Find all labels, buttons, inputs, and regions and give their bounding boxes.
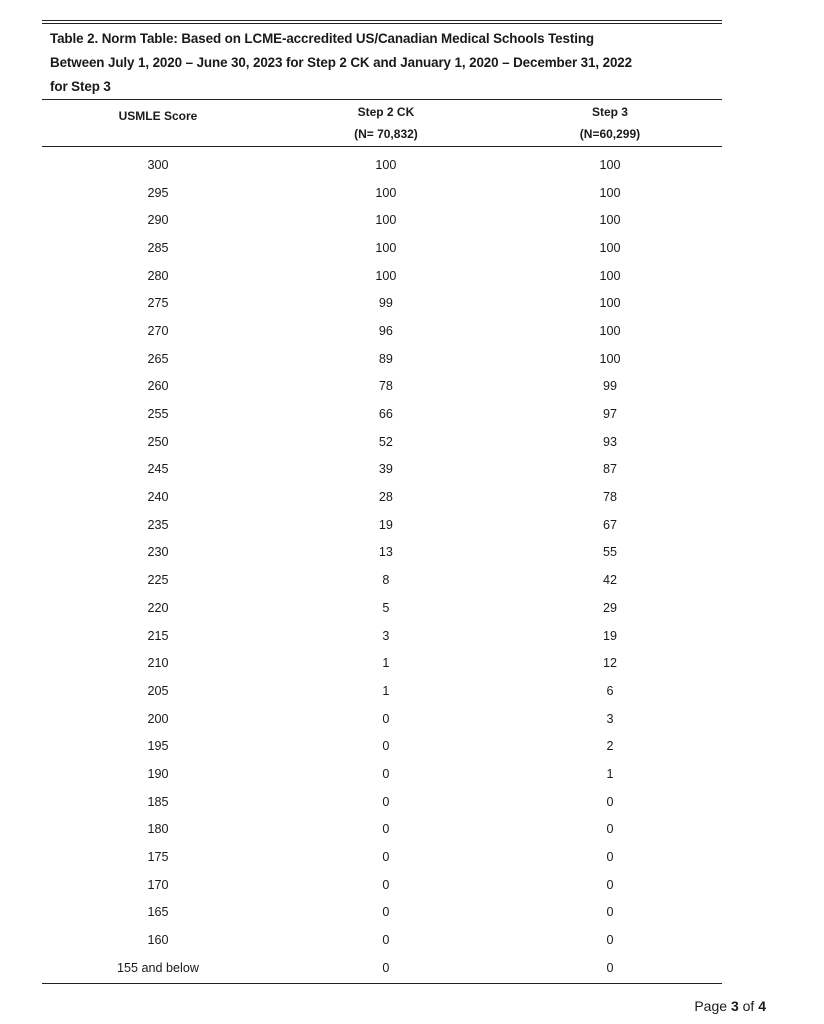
table-row [42,345,722,373]
caption-line-1: Table 2. Norm Table: Based on LCME-accredited US/Canadian Medical Schools Testing [50,31,595,46]
cell-step3-percentile: 100 [599,296,621,311]
cell-usmle-score: 245 [147,462,169,477]
cell-step3-percentile: 19 [602,628,617,643]
cell-usmle-score: 265 [147,351,169,366]
cell-usmle-score: 285 [147,240,169,255]
page-number [694,998,766,1014]
table-row [42,262,722,290]
cell-step2ck-percentile: 0 [382,739,390,754]
cell-step2ck-percentile: 96 [378,323,393,338]
table-row [42,317,722,345]
table-row [42,206,722,234]
cell-step3-percentile: 0 [606,933,614,948]
table-row [42,677,722,705]
cell-step3-percentile: 0 [606,822,614,837]
cell-step3-percentile: 67 [602,517,617,532]
cell-step2ck-percentile: 19 [378,517,393,532]
cell-usmle-score: 300 [147,157,169,172]
cell-usmle-score: 250 [147,434,169,449]
cell-step2ck-percentile: 100 [375,185,397,200]
table-row [42,289,722,317]
caption-line-3: for Step 3 [50,79,111,94]
cell-step2ck-percentile: 89 [378,351,393,366]
header-step3 [498,100,722,146]
table-row [42,788,722,816]
cell-usmle-score: 155 and below [116,960,199,975]
cell-step2ck-percentile: 13 [378,545,393,560]
cell-step2ck-percentile: 66 [378,407,393,422]
table-row [42,511,722,539]
table-row [42,926,722,954]
cell-usmle-score: 205 [147,683,169,698]
cell-step2ck-percentile: 52 [378,434,393,449]
cell-usmle-score: 185 [147,794,169,809]
table-row [42,843,722,871]
cell-step3-percentile: 100 [599,323,621,338]
total-pages: 4 [758,998,766,1014]
cell-step2ck-percentile: 78 [378,379,393,394]
cell-usmle-score: 160 [147,933,169,948]
cell-usmle-score: 295 [147,185,169,200]
cell-usmle-score: 220 [147,600,169,615]
cell-usmle-score: 290 [147,213,169,228]
table-row [42,760,722,788]
cell-step3-percentile: 100 [599,185,621,200]
table-row [42,373,722,401]
cell-step2ck-percentile: 1 [382,683,390,698]
cell-step2ck-percentile: 100 [375,240,397,255]
table-row [42,483,722,511]
cell-usmle-score: 280 [147,268,169,283]
table-caption [42,24,722,99]
cell-usmle-score: 175 [147,850,169,865]
header-n-count: (N=60,299) [579,127,641,141]
table-body [42,147,722,982]
cell-step2ck-percentile: 0 [382,960,390,975]
cell-step3-percentile: 0 [606,960,614,975]
cell-step3-percentile: 100 [599,157,621,172]
table-row [42,151,722,179]
cell-step3-percentile: 97 [602,407,617,422]
cell-step2ck-percentile: 0 [382,933,390,948]
cell-step2ck-percentile: 39 [378,462,393,477]
page-word: Page [694,998,728,1014]
norm-table [42,20,722,984]
cell-usmle-score: 230 [147,545,169,560]
cell-step3-percentile: 6 [606,683,614,698]
current-page: 3 [730,998,739,1014]
cell-step2ck-percentile: 0 [382,794,390,809]
cell-step3-percentile: 12 [602,656,617,671]
cell-usmle-score: 215 [147,628,169,643]
table-row [42,428,722,456]
cell-step3-percentile: 100 [599,240,621,255]
cell-step2ck-percentile: 5 [382,600,390,615]
cell-usmle-score: 200 [147,711,169,726]
table-row [42,816,722,844]
cell-step2ck-percentile: 100 [375,268,397,283]
table-bottom-rule [42,983,722,984]
cell-usmle-score: 190 [147,766,169,781]
cell-step3-percentile: 78 [602,490,617,505]
cell-usmle-score: 170 [147,877,169,892]
of-word: of [742,998,755,1014]
cell-usmle-score: 240 [147,490,169,505]
header-label: USMLE Score [118,109,198,123]
table-row [42,649,722,677]
cell-step2ck-percentile: 100 [375,213,397,228]
table-row [42,954,722,982]
cell-step3-percentile: 100 [599,268,621,283]
cell-usmle-score: 210 [147,656,169,671]
cell-step3-percentile: 100 [599,351,621,366]
cell-step2ck-percentile: 0 [382,877,390,892]
cell-usmle-score: 235 [147,517,169,532]
cell-step2ck-percentile: 0 [382,822,390,837]
cell-step3-percentile: 2 [606,739,614,754]
cell-usmle-score: 255 [147,407,169,422]
cell-usmle-score: 195 [147,739,169,754]
cell-step3-percentile: 100 [599,213,621,228]
cell-step3-percentile: 99 [602,379,617,394]
table-row [42,539,722,567]
table-row [42,594,722,622]
cell-step2ck-percentile: 0 [382,766,390,781]
cell-step2ck-percentile: 1 [382,656,390,671]
table-row [42,732,722,760]
cell-step3-percentile: 93 [602,434,617,449]
header-n-count: (N= 70,832) [354,127,418,141]
cell-usmle-score: 275 [147,296,169,311]
cell-usmle-score: 165 [147,905,169,920]
cell-step3-percentile: 42 [602,573,617,588]
cell-step3-percentile: 3 [606,711,614,726]
header-label: Step 2 CK [357,105,415,119]
table-row [42,179,722,207]
table-row [42,400,722,428]
cell-step3-percentile: 0 [606,850,614,865]
cell-step2ck-percentile: 0 [382,711,390,726]
cell-step2ck-percentile: 3 [382,628,390,643]
header-step2ck [274,100,498,146]
cell-usmle-score: 225 [147,573,169,588]
cell-step2ck-percentile: 100 [375,157,397,172]
table-row [42,234,722,262]
cell-step3-percentile: 0 [606,794,614,809]
cell-step3-percentile: 87 [602,462,617,477]
caption-line-2: Between July 1, 2020 – June 30, 2023 for Step 2 CK and January 1, 2020 – December 31, 2022 [50,55,632,70]
cell-usmle-score: 260 [147,379,169,394]
table-header-row [42,100,722,147]
table-row [42,705,722,733]
cell-step3-percentile: 1 [606,766,614,781]
cell-step2ck-percentile: 0 [382,905,390,920]
table-row [42,622,722,650]
cell-usmle-score: 180 [147,822,169,837]
cell-step3-percentile: 0 [606,877,614,892]
table-row [42,871,722,899]
table-row [42,456,722,484]
cell-usmle-score: 270 [147,323,169,338]
cell-step3-percentile: 29 [602,600,617,615]
table-row [42,899,722,927]
header-label: Step 3 [591,105,628,119]
cell-step3-percentile: 55 [602,545,617,560]
cell-step2ck-percentile: 0 [382,850,390,865]
cell-step2ck-percentile: 99 [378,296,393,311]
cell-step2ck-percentile: 28 [378,490,393,505]
cell-step3-percentile: 0 [606,905,614,920]
table-row [42,566,722,594]
cell-step2ck-percentile: 8 [382,573,390,588]
header-usmle-score [42,100,274,146]
